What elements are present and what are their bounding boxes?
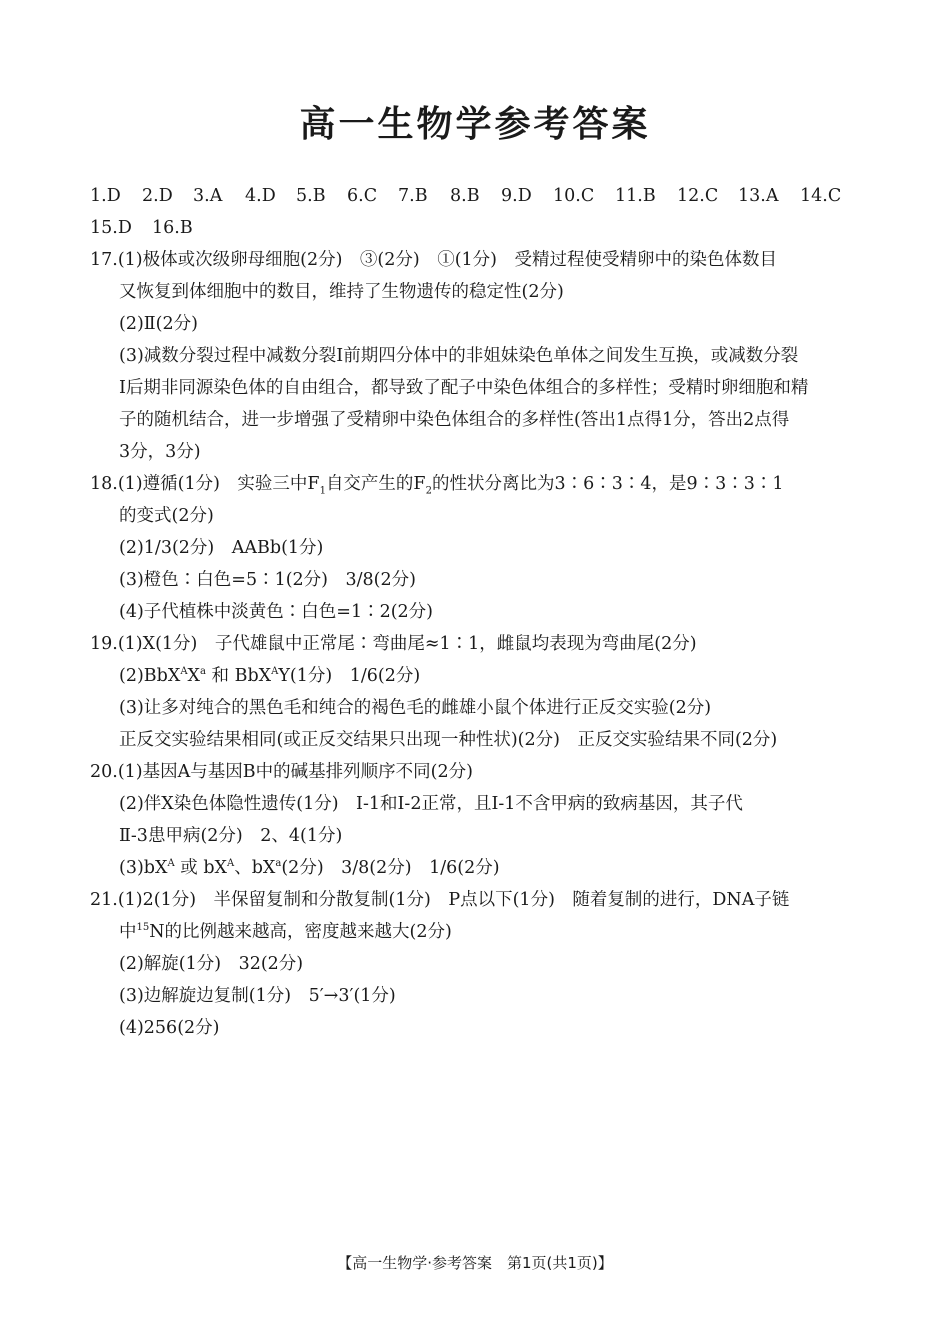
q19-text: 和 BbX xyxy=(205,666,272,686)
page-title: 高一生物学参考答案 xyxy=(299,104,651,145)
page-footer: 【高一生物学·参考答案 第1页(共1页)】 xyxy=(337,1254,613,1272)
mc-answer: 10.C xyxy=(553,186,595,206)
q20-text: 或 bX xyxy=(174,858,227,878)
q18-line: (4)子代植株中淡黄色∶白色=1∶2(2分) xyxy=(119,602,434,622)
q19-text: X xyxy=(187,666,201,686)
q17-line: 又恢复到体细胞中的数目，维持了生物遗传的稳定性(2分) xyxy=(119,282,564,302)
q17-line: 17.(1)极体或次级卵母细胞(2分) ③(2分) ①(1分) 受精过程使受精卵中的染色体数目 xyxy=(90,250,777,270)
mc-answer: 11.B xyxy=(615,186,656,206)
q21-line: 21.(1)2(1分) 半保留复制和分散复制(1分) P点以下(1分) 随着复制的进行，DNA子链 xyxy=(90,890,790,910)
superscript: A xyxy=(180,666,188,678)
subscript: 2 xyxy=(425,485,432,497)
q20-line xyxy=(119,856,500,880)
superscript: a xyxy=(200,666,206,678)
q17-line: (3)减数分裂过程中减数分裂Ⅰ前期四分体中的非姐妹染色单体之间发生互换，或减数分裂 xyxy=(119,346,799,366)
q21-line: (3)边解旋边复制(1分) 5′→3′(1分) xyxy=(119,986,396,1006)
q21-text: 中 xyxy=(119,922,137,942)
q21-line: (2)解旋(1分) 32(2分) xyxy=(119,954,304,974)
superscript: A xyxy=(226,858,235,870)
q19-text: (2)BbX xyxy=(119,666,181,686)
q17-line: (2)Ⅱ(2分) xyxy=(119,314,198,334)
superscript: a xyxy=(275,858,282,870)
q18-text: 自交产生的F xyxy=(325,474,426,494)
mc-answer: 2.D xyxy=(142,186,173,206)
q20-line: Ⅱ-3患甲病(2分) 2、4(1分) xyxy=(119,826,343,846)
superscript: 15 xyxy=(136,922,150,934)
q20-text: 、bX xyxy=(234,858,276,878)
q19-text: Y(1分) 1/6(2分) xyxy=(278,666,421,686)
q21-text: N的比例越来越高，密度越来越大(2分) xyxy=(149,922,452,942)
q19-line: 正反交实验结果相同(或正反交结果只出现一种性状)(2分) 正反交实验结果不同(2分) xyxy=(119,730,778,750)
mc-answer: 6.C xyxy=(347,186,378,206)
q17-line: Ⅰ后期非同源染色体的自由组合，都导致了配子中染色体组合的多样性；受精时卵细胞和精 xyxy=(119,378,809,398)
mc-answer: 7.B xyxy=(398,186,428,206)
q18-line xyxy=(90,472,784,496)
q20-line: (2)伴X染色体隐性遗传(1分) Ⅰ-1和Ⅰ-2正常，且Ⅰ-1不含甲病的致病基因，其子代 xyxy=(119,794,743,814)
q19-line: (3)让多对纯合的黑色毛和纯合的褐色毛的雌雄小鼠个体进行正反交实验(2分) xyxy=(119,698,712,718)
mc-answer: 15.D xyxy=(90,218,132,238)
q18-line: 的变式(2分) xyxy=(119,506,214,526)
mc-answer: 5.B xyxy=(296,186,326,206)
mc-answer: 13.A xyxy=(738,186,779,206)
q21-line xyxy=(119,920,452,944)
mc-answer: 3.A xyxy=(193,186,223,206)
q21-line: (4)256(2分) xyxy=(119,1018,220,1038)
mc-answer: 16.B xyxy=(152,218,193,238)
q17-line: 3分，3分) xyxy=(119,442,201,462)
q20-text: (2分) 3/8(2分) 1/6(2分) xyxy=(281,858,500,878)
mc-answer: 14.C xyxy=(800,186,842,206)
subscript: 1 xyxy=(319,485,326,497)
q19-line xyxy=(119,664,420,688)
mc-answer: 8.B xyxy=(450,186,480,206)
superscript: A xyxy=(167,858,175,870)
mc-answer: 12.C xyxy=(677,186,719,206)
mc-answer: 9.D xyxy=(501,186,532,206)
q20-line: 20.(1)基因A与基因B中的碱基排列顺序不同(2分) xyxy=(90,762,473,782)
superscript: A xyxy=(271,666,279,678)
q18-text: 的性状分离比为3∶6∶3∶4，是9∶3∶3∶1 xyxy=(431,474,784,494)
q18-line: (2)1/3(2分) AABb(1分) xyxy=(119,538,324,558)
q18-text: 18.(1)遵循(1分) 实验三中F xyxy=(90,474,320,494)
q19-line: 19.(1)X(1分) 子代雄鼠中正常尾∶弯曲尾≈1∶1，雌鼠均表现为弯曲尾(2分) xyxy=(90,634,697,654)
q20-text: (3)bX xyxy=(119,858,168,878)
mc-answer: 4.D xyxy=(245,186,276,206)
q18-line: (3)橙色∶白色=5∶1(2分) 3/8(2分) xyxy=(119,570,416,590)
q17-line: 子的随机结合，进一步增强了受精卵中染色体组合的多样性(答出1点得1分，答出2点得 xyxy=(119,410,790,430)
mc-answer: 1.D xyxy=(90,186,121,206)
